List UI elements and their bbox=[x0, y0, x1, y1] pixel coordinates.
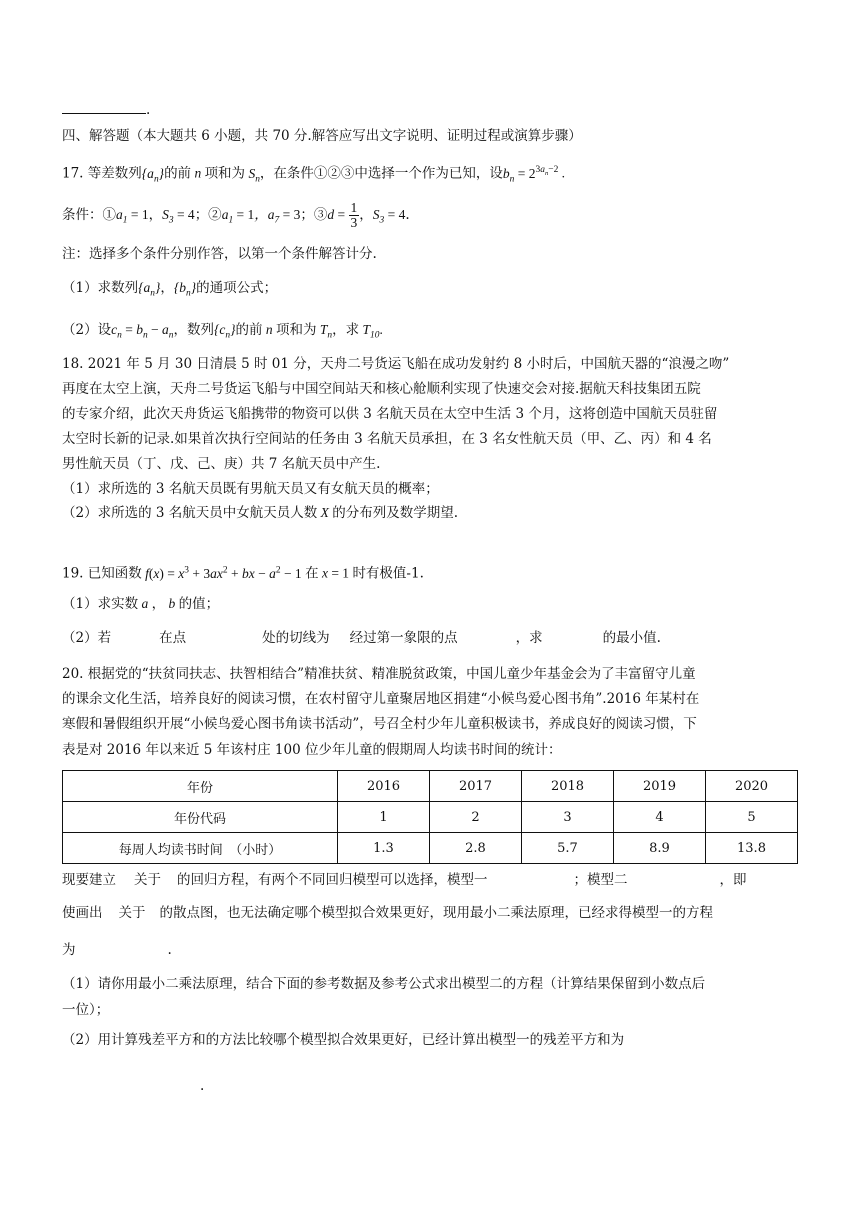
q17-cond2-label: ；② bbox=[194, 207, 222, 223]
q19-part1 bbox=[62, 594, 798, 614]
q20-after1-text-a: 现要建立 bbox=[62, 872, 116, 888]
time-cell: 5.7 bbox=[522, 833, 614, 864]
q17-cond1-s3: $S_3 = 4$ bbox=[162, 207, 195, 226]
q17-part2-text-d: 项和为 bbox=[276, 322, 317, 338]
year-cell: 2018 bbox=[522, 771, 614, 802]
q17-cn-formula: $c_n = b_n - a_n$ bbox=[111, 322, 174, 341]
q18-line-4: 太空时长新的记录.如果首次执行空间站的任务由 3 名航天员承担，在 3 名女性航天员（甲、乙、丙）和 4 名 bbox=[62, 431, 712, 447]
q20-after2-text-b: 关于 bbox=[118, 905, 146, 921]
q17-note: 注：选择多个条件分别作答，以第一个条件解答计分. bbox=[62, 246, 377, 262]
time-cell: 1.3 bbox=[338, 833, 430, 864]
q17-conditions-label: 条件：① bbox=[62, 207, 116, 223]
q19-stem-text-a: 已知函数 bbox=[87, 565, 142, 582]
q19-part2-text-c: 处的切线为 bbox=[262, 630, 330, 646]
q17-part2-text-a: （2）设 bbox=[62, 322, 112, 338]
q19-var-b: b bbox=[165, 596, 179, 611]
year-cell: 2019 bbox=[614, 771, 706, 802]
q17-part2: （2）设$c_n = b_n - a_n$，数列$\{c_n\}$的前 n 项和为 $T_n$，求 $T_{10}$. bbox=[62, 322, 383, 341]
q20-line-1: 20. 根据党的“扶贫同扶志、扶智相结合”精准扶贫、精准脱贫政策，中国儿童少年基金会为了丰富留守儿童 bbox=[62, 666, 696, 682]
q18-var-x: X bbox=[317, 505, 333, 520]
q19-number: 19. bbox=[62, 565, 84, 582]
q20-after1-text-e: ，即 bbox=[719, 872, 747, 888]
code-cell: 1 bbox=[338, 802, 430, 833]
previous-answer-blank bbox=[62, 100, 798, 120]
q18-part2-text-a: （2）求所选的 3 名航天员中女航天员人数 bbox=[62, 505, 318, 521]
time-cell: 2.8 bbox=[430, 833, 522, 864]
table-row bbox=[63, 802, 798, 833]
time-cell: 8.9 bbox=[614, 833, 706, 864]
q19-function-formula: $f(x) = x^3 + 3ax^2$ + bx − $a^2 - 1$ bbox=[141, 565, 302, 581]
q17-part1-seq-a: $\{a_n\}$ bbox=[138, 280, 161, 299]
year-cell: 2017 bbox=[430, 771, 522, 802]
q17-conditions: 条件：$①a_1 = 1$，$S_3 = 4$；$②a_1 = 1$，$a_7 = 3$；③d = $\frac{1}{3}$ ，$S_3 = 4$. bbox=[62, 200, 410, 231]
q17-tn: $T_n$ bbox=[316, 322, 333, 341]
year-cell: 2020 bbox=[706, 771, 798, 802]
q19-stem-text-b: 在 bbox=[305, 565, 319, 582]
q20-part2-end bbox=[62, 1076, 798, 1096]
q20-line-4: 表是对 2016 年以来近 5 年该村庄 100 位少年儿童的假期周人均读书时间的统计： bbox=[62, 742, 562, 758]
q17-stem-text-b: 的前 bbox=[164, 165, 192, 182]
q20-part2-period: . bbox=[200, 1078, 205, 1094]
q20-part1-line-2: 一位）； bbox=[62, 1002, 110, 1018]
q17-stem-period: . bbox=[558, 165, 566, 181]
q17-cond-sep: ， bbox=[148, 207, 163, 223]
q17-cond3-s3: $S_3 = 4$ bbox=[372, 207, 406, 226]
q20-line-3: 寒假和暑假组织开展“小候鸟爱心图书角读书活动”，号召全村少年儿童积极读书，养成良好的阅读习惯，下 bbox=[62, 716, 697, 732]
q17-var-sn: $S_n$ bbox=[245, 165, 260, 185]
q20-after3-text: 为 bbox=[62, 942, 76, 958]
table-row bbox=[63, 833, 798, 864]
row-label-reading-time: 每周人均读书时间 （小时） bbox=[63, 833, 338, 864]
q17-part1-text-a: （1）求数列 bbox=[62, 280, 139, 296]
q20-after-line-3 bbox=[62, 940, 798, 960]
q19-part2-text-a: （2）若 bbox=[62, 630, 112, 646]
q20-after2-text-a: 使画出 bbox=[62, 905, 103, 921]
q20-part2-line-1: （2）用计算残差平方和的方法比较哪个模型拟合效果更好，已经计算出模型一的残差平方和为 bbox=[62, 1032, 625, 1048]
q18-line-1: 18. 2021 年 5 月 30 日清晨 5 时 01 分，天舟二号货运飞船在成功发射约 8 小时后，中国航天器的“浪漫之吻” bbox=[62, 356, 730, 372]
q17-cond2: $a_1 = 1$，$a_7 = 3$ bbox=[221, 207, 301, 226]
q20-line-2: 的课余文化生活，培养良好的阅读习惯，在农村留守儿童聚居地区捐建“小候鸟爱心图书角”.2016 年某村在 bbox=[62, 691, 700, 707]
q20-after-line-1 bbox=[62, 870, 798, 890]
q18-part1: （1）求所选的 3 名航天员既有男航天员又有女航天员的概率； bbox=[62, 481, 439, 497]
q19-part2-text-d: 经过第一象限的点 bbox=[349, 630, 458, 646]
q18-part2 bbox=[62, 503, 798, 523]
q17-seq-a: $\{a_n\}$ bbox=[141, 165, 165, 185]
q18-line-5: 男性航天员（丁、戊、己、庚）共 7 名航天员中产生. bbox=[62, 456, 381, 472]
q18-line-3: 的专家介绍，此次天舟货运飞船携带的物资可以供 3 名航天员在太空中生活 3 个月，这将创造中国航天员驻留 bbox=[62, 406, 718, 422]
section-title: 四、解答题（本大题共 6 小题，共 70 分.解答应写出文字说明、证明过程或演算步骤） bbox=[62, 128, 582, 144]
q17-cond3-label: ；③ bbox=[300, 207, 328, 223]
q17-part1-seq-b: $\{b_n\}$ bbox=[173, 280, 197, 299]
q20-after1-text-d: ；模型二 bbox=[573, 872, 628, 888]
reading-time-table bbox=[62, 770, 798, 864]
q19-part2-text-b: 在点 bbox=[159, 630, 187, 646]
q20-after1-text-c: 的回归方程，有两个不同回归模型可以选择，模型一 bbox=[177, 872, 488, 888]
q17-part2-text-b: ，数列 bbox=[173, 322, 214, 338]
row-label-year: 年份 bbox=[63, 771, 338, 802]
q18-line-2: 再度在太空上演，天舟二号货运飞船与中国空间站天和核心舱顺利实现了快速交会对接.据航天科技集团五院 bbox=[62, 381, 701, 397]
q17-stem-text-d: ，在条件①②③中选择一个作为已知，设 bbox=[259, 165, 503, 182]
answer-blank-line bbox=[62, 101, 146, 114]
code-cell: 2 bbox=[430, 802, 522, 833]
table-row bbox=[63, 771, 798, 802]
q18-part2-text-b: 的分布列及数学期望. bbox=[332, 505, 459, 521]
q17-bn-formula: $b_n = 2^{3a_n-2}$ bbox=[502, 165, 559, 185]
q19-part1-text-b: ， bbox=[151, 596, 166, 612]
q17-stem-text-a: 等差数列 bbox=[87, 165, 142, 182]
q17-cond-end: . bbox=[405, 207, 410, 223]
q19-part2-text-e: ，求 bbox=[515, 630, 543, 646]
blank-period: . bbox=[146, 102, 151, 118]
q19-x-eq-1: x = 1 bbox=[318, 565, 350, 581]
q20-after1-text-b: 关于 bbox=[134, 872, 161, 888]
q19-part1-text-a: （1）求实数 bbox=[62, 596, 139, 612]
time-cell: 13.8 bbox=[706, 833, 798, 864]
q17-stem-text-c: 项和为 bbox=[204, 165, 246, 182]
q17-cond1: $a_1 = 1$ bbox=[116, 207, 149, 226]
code-cell: 4 bbox=[614, 802, 706, 833]
q20-after2-text-c: 的散点图，也无法确定哪个模型拟合效果更好，现用最小二乘法原理，已经求得模型一的方程 bbox=[159, 905, 713, 921]
q17-part2-text-c: 的前 bbox=[235, 322, 263, 338]
q20-after-line-2 bbox=[62, 903, 798, 923]
q17-part1: （1）求数列$\{a_n\}$，$\{b_n\}$的通项公式； bbox=[62, 280, 278, 299]
q20-part1-line-1: （1）请你用最小二乘法原理，结合下面的参考数据及参考公式求出模型二的方程（计算结果保留到小数点后 bbox=[62, 976, 706, 992]
q17-part2-text-e: ，求 bbox=[332, 322, 360, 338]
q19-var-a: a bbox=[138, 596, 152, 611]
q17-t10: $T_{10}$ bbox=[359, 322, 380, 341]
q19-stem-text-c: 时有极值-1. bbox=[352, 565, 424, 582]
q19-part2 bbox=[62, 628, 798, 648]
q19-stem bbox=[62, 560, 798, 584]
code-cell: 5 bbox=[706, 802, 798, 833]
q17-part1-text-b: 的通项公式； bbox=[196, 280, 278, 296]
q17-number: 17. bbox=[62, 165, 84, 182]
q19-part2-text-f: 的最小值. bbox=[602, 630, 661, 646]
q17-seq-c: $\{c_n\}$ bbox=[214, 322, 236, 341]
code-cell: 3 bbox=[522, 802, 614, 833]
row-label-year-code: 年份代码 bbox=[63, 802, 338, 833]
q20-after3-end: . bbox=[167, 942, 172, 958]
q17-stem bbox=[62, 160, 798, 189]
q19-part1-text-c: 的值； bbox=[178, 596, 220, 612]
q17-var-n: n bbox=[191, 165, 205, 181]
q17-cond3-d: d = $\frac{1}{3}$ bbox=[327, 200, 358, 231]
year-cell: 2016 bbox=[338, 771, 430, 802]
